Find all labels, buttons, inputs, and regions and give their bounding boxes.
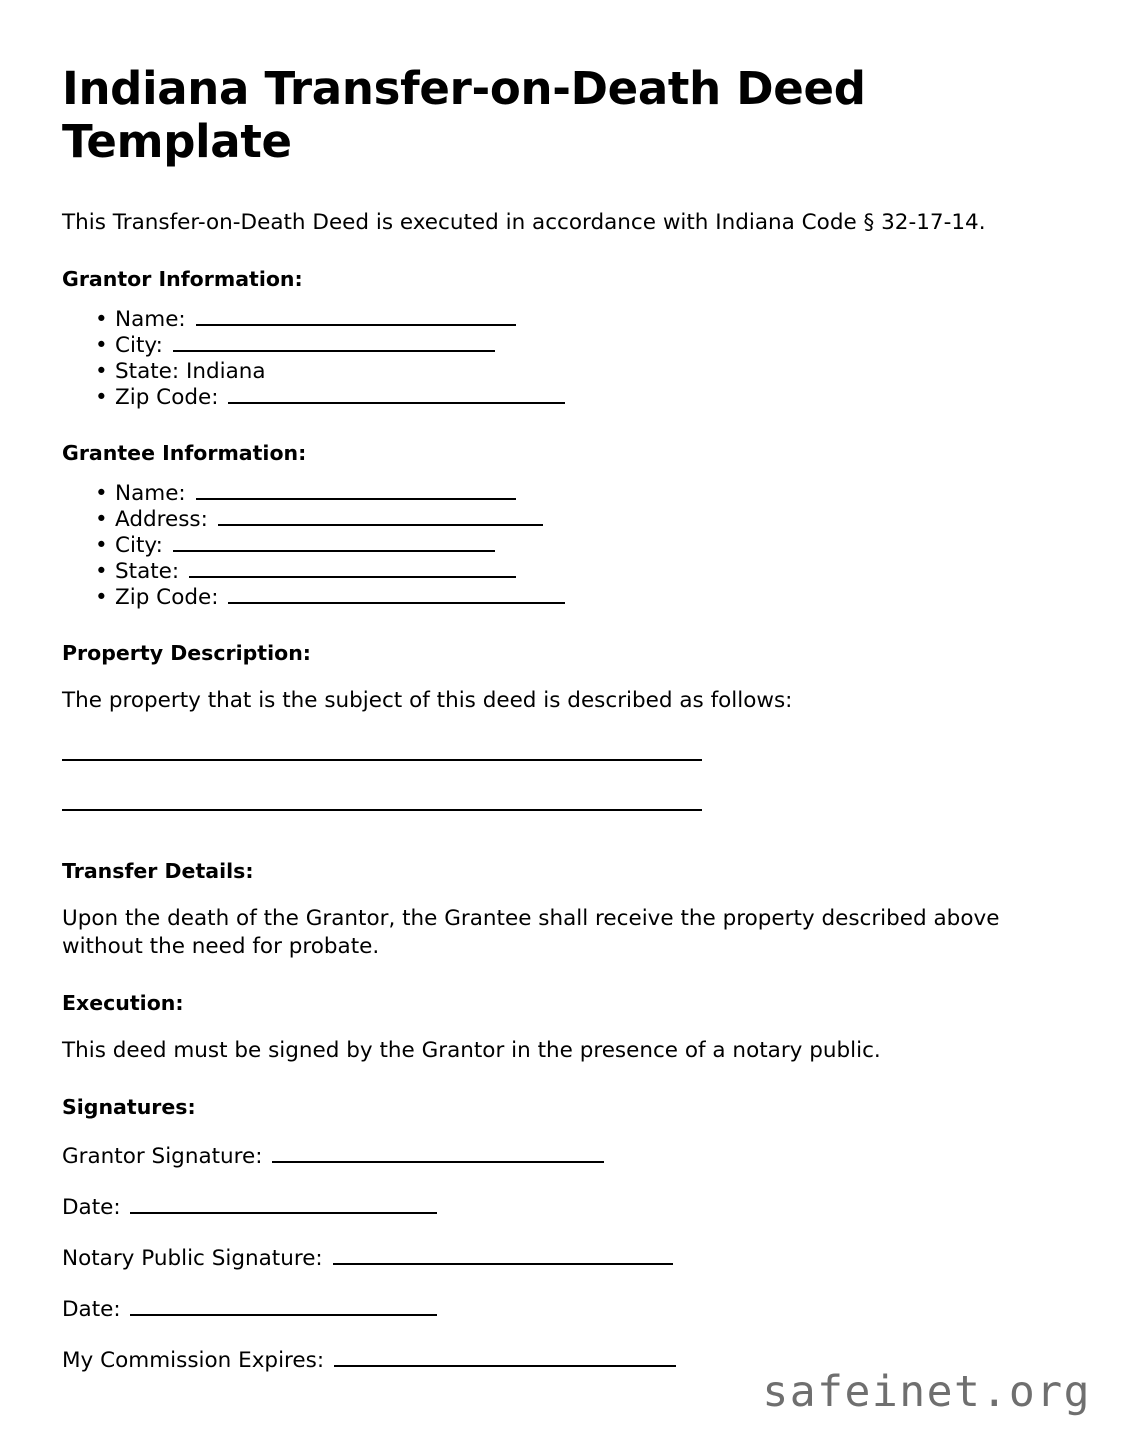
grantee-field-name (62, 481, 1062, 507)
grantee-field-address (62, 507, 1062, 533)
grantor-information-heading: Grantor Information: (62, 267, 303, 292)
field-label: Address: (115, 507, 208, 533)
grantee-information-heading: Grantee Information: (62, 441, 307, 466)
list-bullet-icon: • (95, 333, 108, 359)
list-bullet-icon: • (95, 585, 108, 611)
grantor-city-blank[interactable] (173, 333, 495, 352)
commission-expires-blank[interactable] (334, 1348, 676, 1367)
field-label: Name: (115, 307, 186, 333)
execution-heading: Execution: (62, 991, 184, 1016)
grantee-state-blank[interactable] (189, 559, 516, 578)
grantor-field-state (62, 359, 1062, 385)
signatures-heading: Signatures: (62, 1094, 196, 1119)
grantee-address-blank[interactable] (218, 507, 543, 526)
notary-signature-row (62, 1246, 1062, 1272)
grantee-zip-blank[interactable] (228, 585, 565, 604)
grantor-signature-blank[interactable] (272, 1144, 604, 1163)
site-watermark: safeinet.org (762, 1367, 1091, 1417)
grantor-date-blank[interactable] (130, 1195, 437, 1214)
intro-paragraph: This Transfer-on-Death Deed is executed in accordance with Indiana Code § 32-17-14. (62, 210, 986, 236)
notary-date-row (62, 1297, 1062, 1323)
field-label: State: (115, 559, 180, 585)
grantee-name-blank[interactable] (196, 481, 516, 500)
field-label: Name: (115, 481, 186, 507)
field-label: Zip Code: (115, 385, 219, 411)
grantor-state-value: Indiana (186, 359, 266, 385)
field-label: My Commission Expires: (62, 1347, 325, 1373)
grantor-zip-blank[interactable] (228, 385, 565, 404)
list-bullet-icon: • (95, 359, 108, 385)
grantor-field-city (62, 333, 1062, 359)
list-bullet-icon: • (95, 307, 108, 333)
transfer-details-heading: Transfer Details: (62, 859, 254, 884)
property-description-text: The property that is the subject of this deed is described as follows: (62, 688, 793, 714)
grantor-field-zip (62, 385, 1062, 411)
grantee-field-city (62, 533, 1062, 559)
notary-signature-blank[interactable] (333, 1246, 673, 1265)
transfer-details-text: Upon the death of the Grantor, the Grantee shall receive the property described above without the need for probate. (62, 906, 1000, 960)
list-bullet-icon: • (95, 507, 108, 533)
field-label: State: (115, 359, 180, 385)
property-description-blank-lines (62, 759, 1062, 811)
field-label: Date: (62, 1194, 121, 1220)
list-bullet-icon: • (95, 385, 108, 411)
field-label: Grantor Signature: (62, 1143, 263, 1169)
page-title: Indiana Transfer-on-Death Deed Template (62, 62, 866, 169)
grantor-field-name (62, 307, 1062, 333)
grantee-field-list (62, 481, 1062, 611)
field-label: City: (115, 533, 163, 559)
field-label: Date: (62, 1296, 121, 1322)
document-content (62, 62, 1062, 1374)
grantee-field-state (62, 559, 1062, 585)
grantee-city-blank[interactable] (173, 533, 495, 552)
grantor-signature-row (62, 1144, 1062, 1170)
grantor-name-blank[interactable] (196, 307, 516, 326)
grantor-field-list (62, 307, 1062, 411)
list-bullet-icon: • (95, 481, 108, 507)
execution-text: This deed must be signed by the Grantor in the presence of a notary public. (62, 1038, 881, 1064)
list-bullet-icon: • (95, 533, 108, 559)
grantor-date-row (62, 1195, 1062, 1221)
property-blank-line-2[interactable] (62, 809, 702, 811)
field-label: Notary Public Signature: (62, 1245, 323, 1271)
property-description-heading: Property Description: (62, 641, 311, 666)
grantee-field-zip (62, 585, 1062, 611)
field-label: Zip Code: (115, 585, 219, 611)
field-label: City: (115, 333, 163, 359)
property-blank-line-1[interactable] (62, 759, 702, 761)
list-bullet-icon: • (95, 559, 108, 585)
notary-date-blank[interactable] (130, 1297, 437, 1316)
